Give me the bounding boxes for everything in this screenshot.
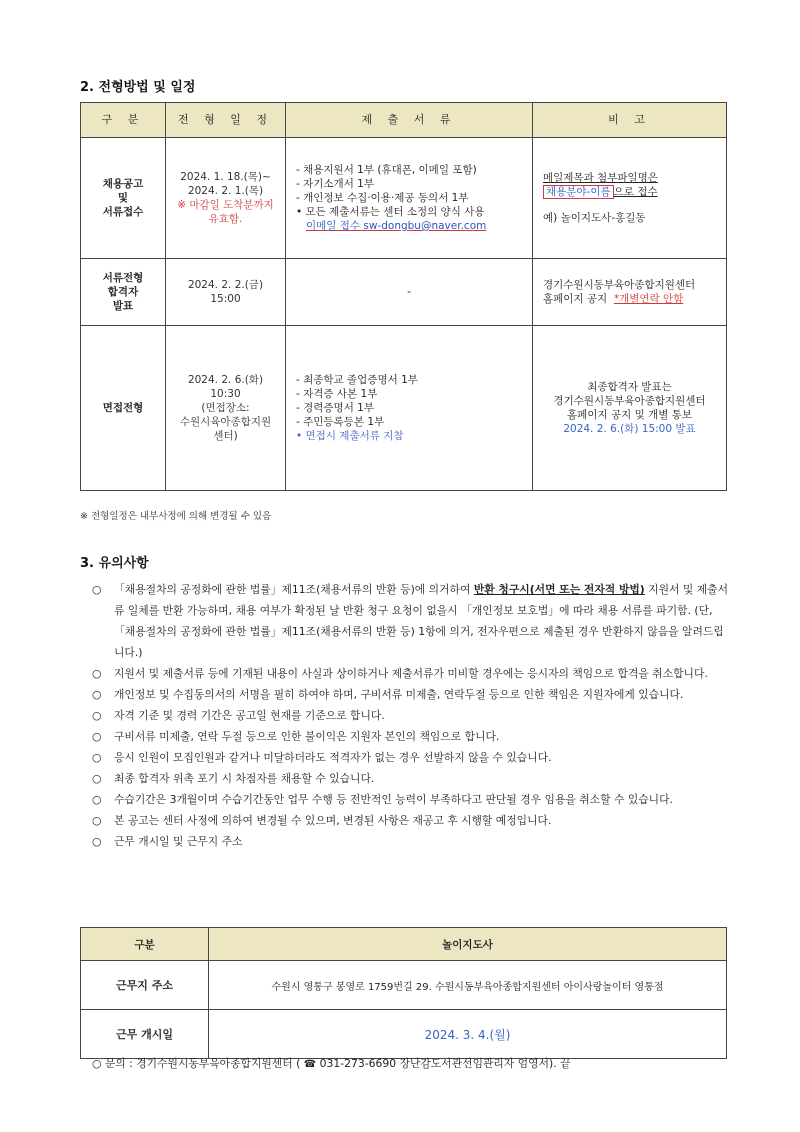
circle-bullet-icon: ○ [92,709,102,722]
list-item [92,768,732,789]
label-line: 및 [117,192,129,204]
email-link[interactable]: 이메일 접수 sw-dongbu@naver.com [306,220,487,232]
note-text: 지원서 및 제출서류 등에 기재된 내용이 사실과 상이하거나 제출서류가 미비할 경우에는 응시자의 책임으로 합격을 취소합니다. [114,667,708,680]
contact-suffix: 031-273-6690 장난감도서관선임관리자 엄영서). 끝 [316,1057,571,1070]
doc-item: - 경력증명서 1부 [296,402,375,414]
doc-item: - 최종학교 졸업증명서 1부 [296,374,418,386]
list-item [92,810,732,831]
circle-bullet-icon: ○ [92,667,102,680]
note-example: 예) 놀이지도사-홍길동 [543,212,646,224]
address-label: 근무지 주소 [81,961,209,1010]
note-text: 응시 인원이 모집인원과 같거나 미달하더라도 적격자가 없는 경우 선발하지 않을 수 있습니다. [114,751,552,764]
table-row [81,961,727,1010]
list-item [92,747,732,768]
list-item [92,663,732,684]
note-text: 최종 합격자 위촉 포기 시 차점자를 채용할 수 있습니다. [114,772,375,785]
circle-bullet-icon: ○ [92,772,102,785]
note-emphasis: 반환 청구시(서면 또는 전자적 방법) [473,583,645,596]
row2-remarks [533,259,727,326]
note-box: 채용분야-이름 [543,185,614,199]
circle-bullet-icon: ○ [92,688,102,701]
announcement-date: 2024. 2. 6.(화) 15:00 발표 [563,423,696,435]
date-line: 2024. 2. 2.(금) [187,279,264,291]
schedule-table [80,102,727,491]
doc-item: - 자기소개서 1부 [296,178,375,190]
schedule-header-row [81,103,727,138]
note-line: 경기수원시동부육아종합지원센터 [543,279,696,291]
list-item [92,831,732,852]
doc-item: - 자격증 사본 1부 [296,388,378,400]
table-row [81,1010,727,1059]
note-text: 수습기간은 3개월이며 수습기간동안 업무 수행 등 전반적인 능력이 부족하다고 판단될 경우 임용을 취소할 수 있습니다. [114,793,673,806]
header-category: 구분 [81,928,209,961]
table-row [81,326,727,491]
row2-documents: - [286,259,533,326]
schedule-footnote: ※ 전형일정은 내부사정에 의해 변경될 수 있음 [80,511,272,522]
section-2-title: 2. 전형방법 및 일정 [80,80,196,95]
note-text: 본 공고는 센터 사정에 의하여 변경될 수 있으며, 변경된 사항은 재공고 후 시행할 예정입니다. [114,814,552,827]
date-line: 2024. 2. 1.(목) [187,185,264,197]
table-row [81,138,727,259]
note-text: 「채용절차의 공정화에 관한 법률」제11조(채용서류의 반환 등)에 의거하여 [114,583,474,596]
note-text: 근무 개시일 및 근무지 주소 [114,835,243,848]
list-item [92,579,732,663]
notice-list [92,579,732,852]
circle-bullet-icon: ○ [92,814,102,827]
date-line: 수원시육아종합지원 [179,416,272,428]
row3-documents [286,326,533,491]
date-line: 2024. 1. 18.(목)~ [180,171,271,183]
address-value: 수원시 영통구 봉영로 1759번길 29. 수원시동부육아종합지원센터 아이사랑놀이터 영통점 [209,961,727,1010]
circle-bullet-icon: ○ [92,1057,102,1070]
date-line: 2024. 2. 6.(화) [187,374,264,386]
header-position: 놀이지도사 [209,928,727,961]
date-line: 센터) [213,430,238,442]
note-text: 개인정보 및 수집동의서의 서명을 필히 하여야 하며, 구비서류 미제출, 연락두절 등으로 인한 책임은 지원자에게 있습니다. [114,688,684,701]
start-date-value: 2024. 3. 4.(월) [209,1010,727,1059]
doc-item: - 주민등록등본 1부 [296,416,385,428]
row1-remarks [533,138,727,259]
label-line: 채용공고 [102,178,144,190]
header-remarks: 비 고 [533,103,727,138]
doc-item: • 모든 제출서류는 센터 소정의 양식 사용 [296,206,485,218]
row2-label [81,259,166,326]
section-3-title: 3. 유의사항 [80,556,149,571]
label-line: 합격자 [107,286,139,298]
start-date-label: 근무 개시일 [81,1010,209,1059]
list-item [92,726,732,747]
circle-bullet-icon: ○ [92,583,102,596]
circle-bullet-icon: ○ [92,751,102,764]
circle-bullet-icon: ○ [92,793,102,806]
date-line: (면접장소: [201,402,250,414]
row3-label: 면접전형 [81,326,166,491]
doc-item: - 채용지원서 1부 (휴대폰, 이메일 포함) [296,164,477,176]
work-info-table [80,927,727,1059]
note-line: 홈페이지 공지 [543,293,608,305]
circle-bullet-icon: ○ [92,730,102,743]
header-documents: 제 출 서 류 [286,103,533,138]
deadline-note: ※ 마감일 도착분까지 [177,199,274,211]
label-line: 서류전형 [102,272,144,284]
table-row [81,259,727,326]
phone-icon: ☎ [303,1059,317,1070]
row3-remarks [533,326,727,491]
circle-bullet-icon: ○ [92,835,102,848]
row1-documents [286,138,533,259]
note-line: 최종합격자 발표는 [587,381,672,393]
work-header-row [81,928,727,961]
doc-item: - 개인정보 수집·이용·제공 동의서 1부 [296,192,469,204]
list-item [92,684,732,705]
note-line: 홈페이지 공지 및 개별 통보 [567,409,692,421]
note-line: 메일제목과 첨부파일명은 [543,172,658,184]
row2-schedule [166,259,286,326]
list-item [92,705,732,726]
note-text: 지원서 및 제출서류 일체를 반환 가능하며, 채용 여부가 확정된 날 반환 청구 요청이 없을시 「개인정보 보호법」에 따라 채용 서류를 파기함. (단, 「채용절차의 공정화에 관한 법률」제11조(채용서류의 반환 등) 1항에 의거, 전자우편으로 제출된 경우 반환하지 않음을 알려드립니다.) [114,583,729,659]
contact-line [92,1056,571,1071]
label-line: 서류접수 [102,206,144,218]
row3-schedule [166,326,286,491]
label-line: 발표 [112,300,134,312]
date-line: 10:30 [210,388,241,400]
list-item [92,789,732,810]
note-line-tail: 으로 접수 [613,186,658,198]
date-line: 15:00 [210,293,241,305]
header-category: 구 분 [81,103,166,138]
bring-docs-note: • 면접시 제출서류 지참 [296,430,404,442]
row1-label [81,138,166,259]
row1-schedule [166,138,286,259]
deadline-note: 유효함. [208,213,243,225]
note-line: 경기수원시동부육아종합지원센터 [553,395,706,407]
contact-prefix: 문의 : 경기수원시동부육아종합지원센터 ( [104,1057,301,1070]
note-text: 구비서류 미제출, 연락 두절 등으로 인한 불이익은 지원자 본인의 책임으로 합니다. [114,730,500,743]
header-schedule: 전 형 일 정 [166,103,286,138]
no-contact-note: *개별연락 안함 [613,293,684,305]
note-text: 자격 기준 및 경력 기간은 공고일 현재를 기준으로 합니다. [114,709,385,722]
